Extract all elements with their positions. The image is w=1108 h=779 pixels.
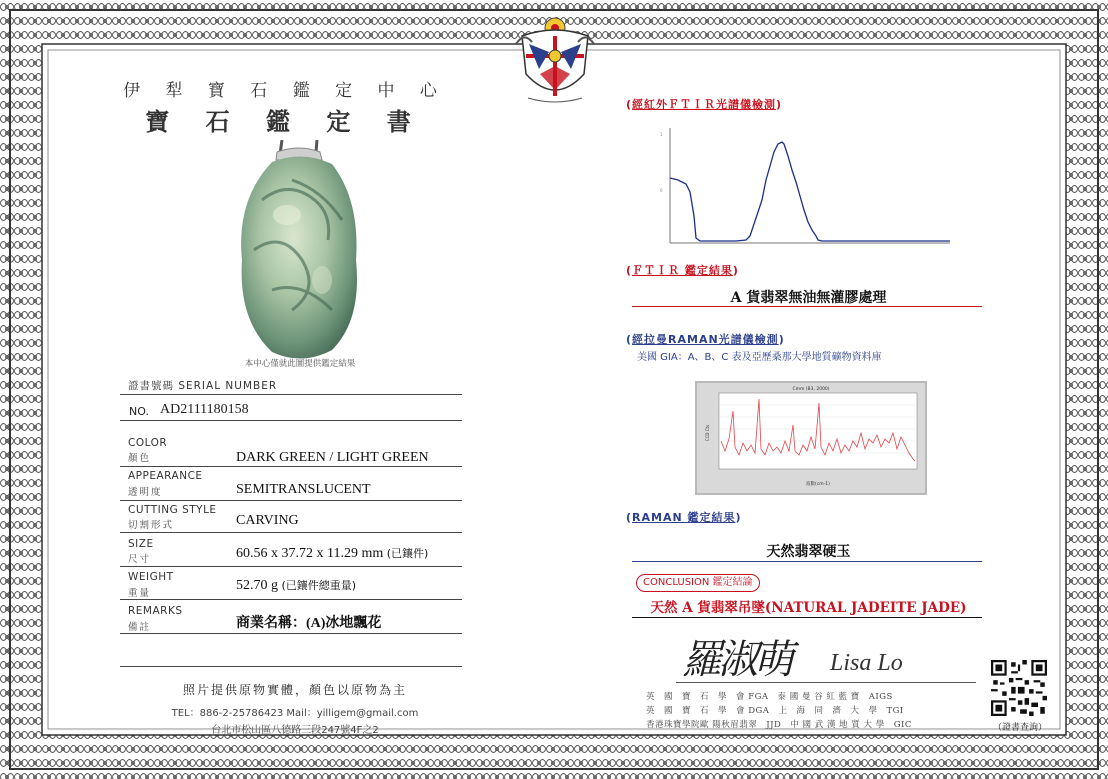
svg-text:0: 0 (660, 188, 663, 193)
field-label-cn: 尺寸 (128, 554, 152, 565)
signature-en: Lisa Lo (830, 650, 903, 676)
qr-code[interactable] (991, 660, 1047, 716)
divider (120, 466, 462, 467)
certificate-title: 寶 石 鑑 定 書 (145, 107, 425, 136)
divider (120, 500, 462, 501)
ftir-result-heading: (ＦＴＩＲ 鑑定結果) (626, 264, 739, 277)
serial-heading: 證書號碼 SERIAL NUMBER (128, 380, 278, 392)
raman-plot-area (719, 393, 917, 469)
divider (120, 420, 462, 421)
field-label-en: COLOR (128, 437, 168, 449)
serial-no-label: NO. (129, 405, 149, 418)
field-value: CARVING (236, 513, 299, 528)
raman-result-heading: (RAMAN 鑑定結果) (626, 511, 742, 524)
org-name: 伊 犁 寶 石 鑑 定 中 心 (123, 81, 447, 101)
field-label-cn: 透明度 (128, 487, 163, 498)
qr-caption: （證書查詢） (992, 723, 1047, 733)
conclusion-text: 天然 A 貨翡翠吊墜(NATURAL JADEITE JADE) (650, 600, 967, 616)
photo-disclaimer: 照片提供原物實體，顏色以原物為主 (182, 683, 407, 697)
conclusion-label: CONCLUSION 鑑定結論 (636, 574, 760, 592)
address: 台北市松山區八德路三段247號4F之2 (211, 725, 379, 736)
field-label-cn: 備註 (128, 622, 152, 633)
divider (120, 599, 462, 600)
field-label-en: WEIGHT (128, 571, 174, 583)
divider (120, 532, 462, 533)
raman-x-label: 波數(cm-1) (806, 482, 830, 487)
divider (120, 633, 462, 634)
raman-result-heading-text: RAMAN 鑑定結果 (632, 511, 736, 524)
association-line: 英 國 寶 石 學 會 DGA 上 海 同 濟 大 學 TGI (646, 706, 904, 716)
raman-y-label: CCD Cts (705, 424, 710, 442)
raman-source: 美國 GIA：A、B、C 表及亞歷桑那大學地質礦物資料庫 (637, 352, 882, 363)
ftir-result: A 貨翡翠無油無灌膠處理 (730, 290, 887, 306)
field-value-note: (已鑲件總重量) (281, 579, 357, 592)
divider (632, 306, 982, 307)
field-label-en: SIZE (128, 538, 154, 550)
raman-heading: (經拉曼RAMAN光譜儀檢測) (626, 333, 785, 346)
crest-emblem (514, 14, 596, 106)
divider (120, 566, 462, 567)
ftir-heading: (經紅外ＦＴＩＲ光譜儀檢測) (626, 98, 783, 111)
field-label-cn: 切割形式 (128, 520, 175, 531)
field-label-en: CUTTING STYLE (128, 504, 217, 516)
ftir-spectrum-line (670, 142, 950, 241)
contact-info: TEL：886-2-25786423 Mail：yilligem@gmail.com (171, 708, 419, 719)
signature-line (676, 682, 976, 683)
field-value: DARK GREEN / LIGHT GREEN (236, 450, 429, 465)
field-label-cn: 重量 (128, 588, 152, 599)
signature-cn: 羅淑萌 (682, 637, 790, 683)
raman-heading-text: 經拉曼RAMAN光譜儀檢測 (632, 333, 779, 346)
field-value: SEMITRANSLUCENT (236, 482, 371, 497)
ftir-result-heading-text: ＦＴＩＲ 鑑定結果 (632, 264, 733, 277)
field-value-main: 52.70 g (236, 578, 278, 593)
ftir-heading-text: 經紅外ＦＴＩＲ光譜儀檢測 (632, 98, 777, 111)
jade-pendant-photo (232, 140, 367, 362)
field-label-cn: 顏色 (128, 453, 152, 464)
raman-chart-title: Cmm (B3, 2000) (792, 387, 830, 392)
field-value: 商業名稱：(A)冰地飄花 (236, 616, 382, 631)
divider (632, 617, 982, 618)
divider (120, 666, 462, 667)
raman-spectrum-chart (695, 381, 927, 495)
divider (120, 394, 462, 395)
svg-text:1: 1 (660, 132, 663, 137)
association-line: 英 國 寶 石 學 會 FGA 泰 國 曼 谷 紅 藍 寶 AIGS (646, 692, 893, 702)
field-value (236, 577, 356, 594)
field-value-note: (已鑲件) (386, 547, 429, 560)
field-value (236, 545, 428, 562)
raman-result: 天然翡翠硬玉 (766, 544, 851, 560)
ftir-spectrum-chart (656, 126, 954, 246)
field-value-main: 60.56 x 37.72 x 11.29 mm (236, 546, 384, 561)
serial-number: AD2111180158 (160, 402, 249, 417)
photo-note: 本中心僅就此圖提供鑑定結果 (244, 359, 356, 369)
divider (632, 561, 982, 562)
field-label-en: REMARKS (128, 605, 183, 617)
field-label-en: APPEARANCE (128, 470, 203, 482)
association-line: 香港珠寶學院歐 陽秋眉翡翠 JJD 中 國 武 漢 地 質 大 學 GIC (646, 720, 912, 730)
